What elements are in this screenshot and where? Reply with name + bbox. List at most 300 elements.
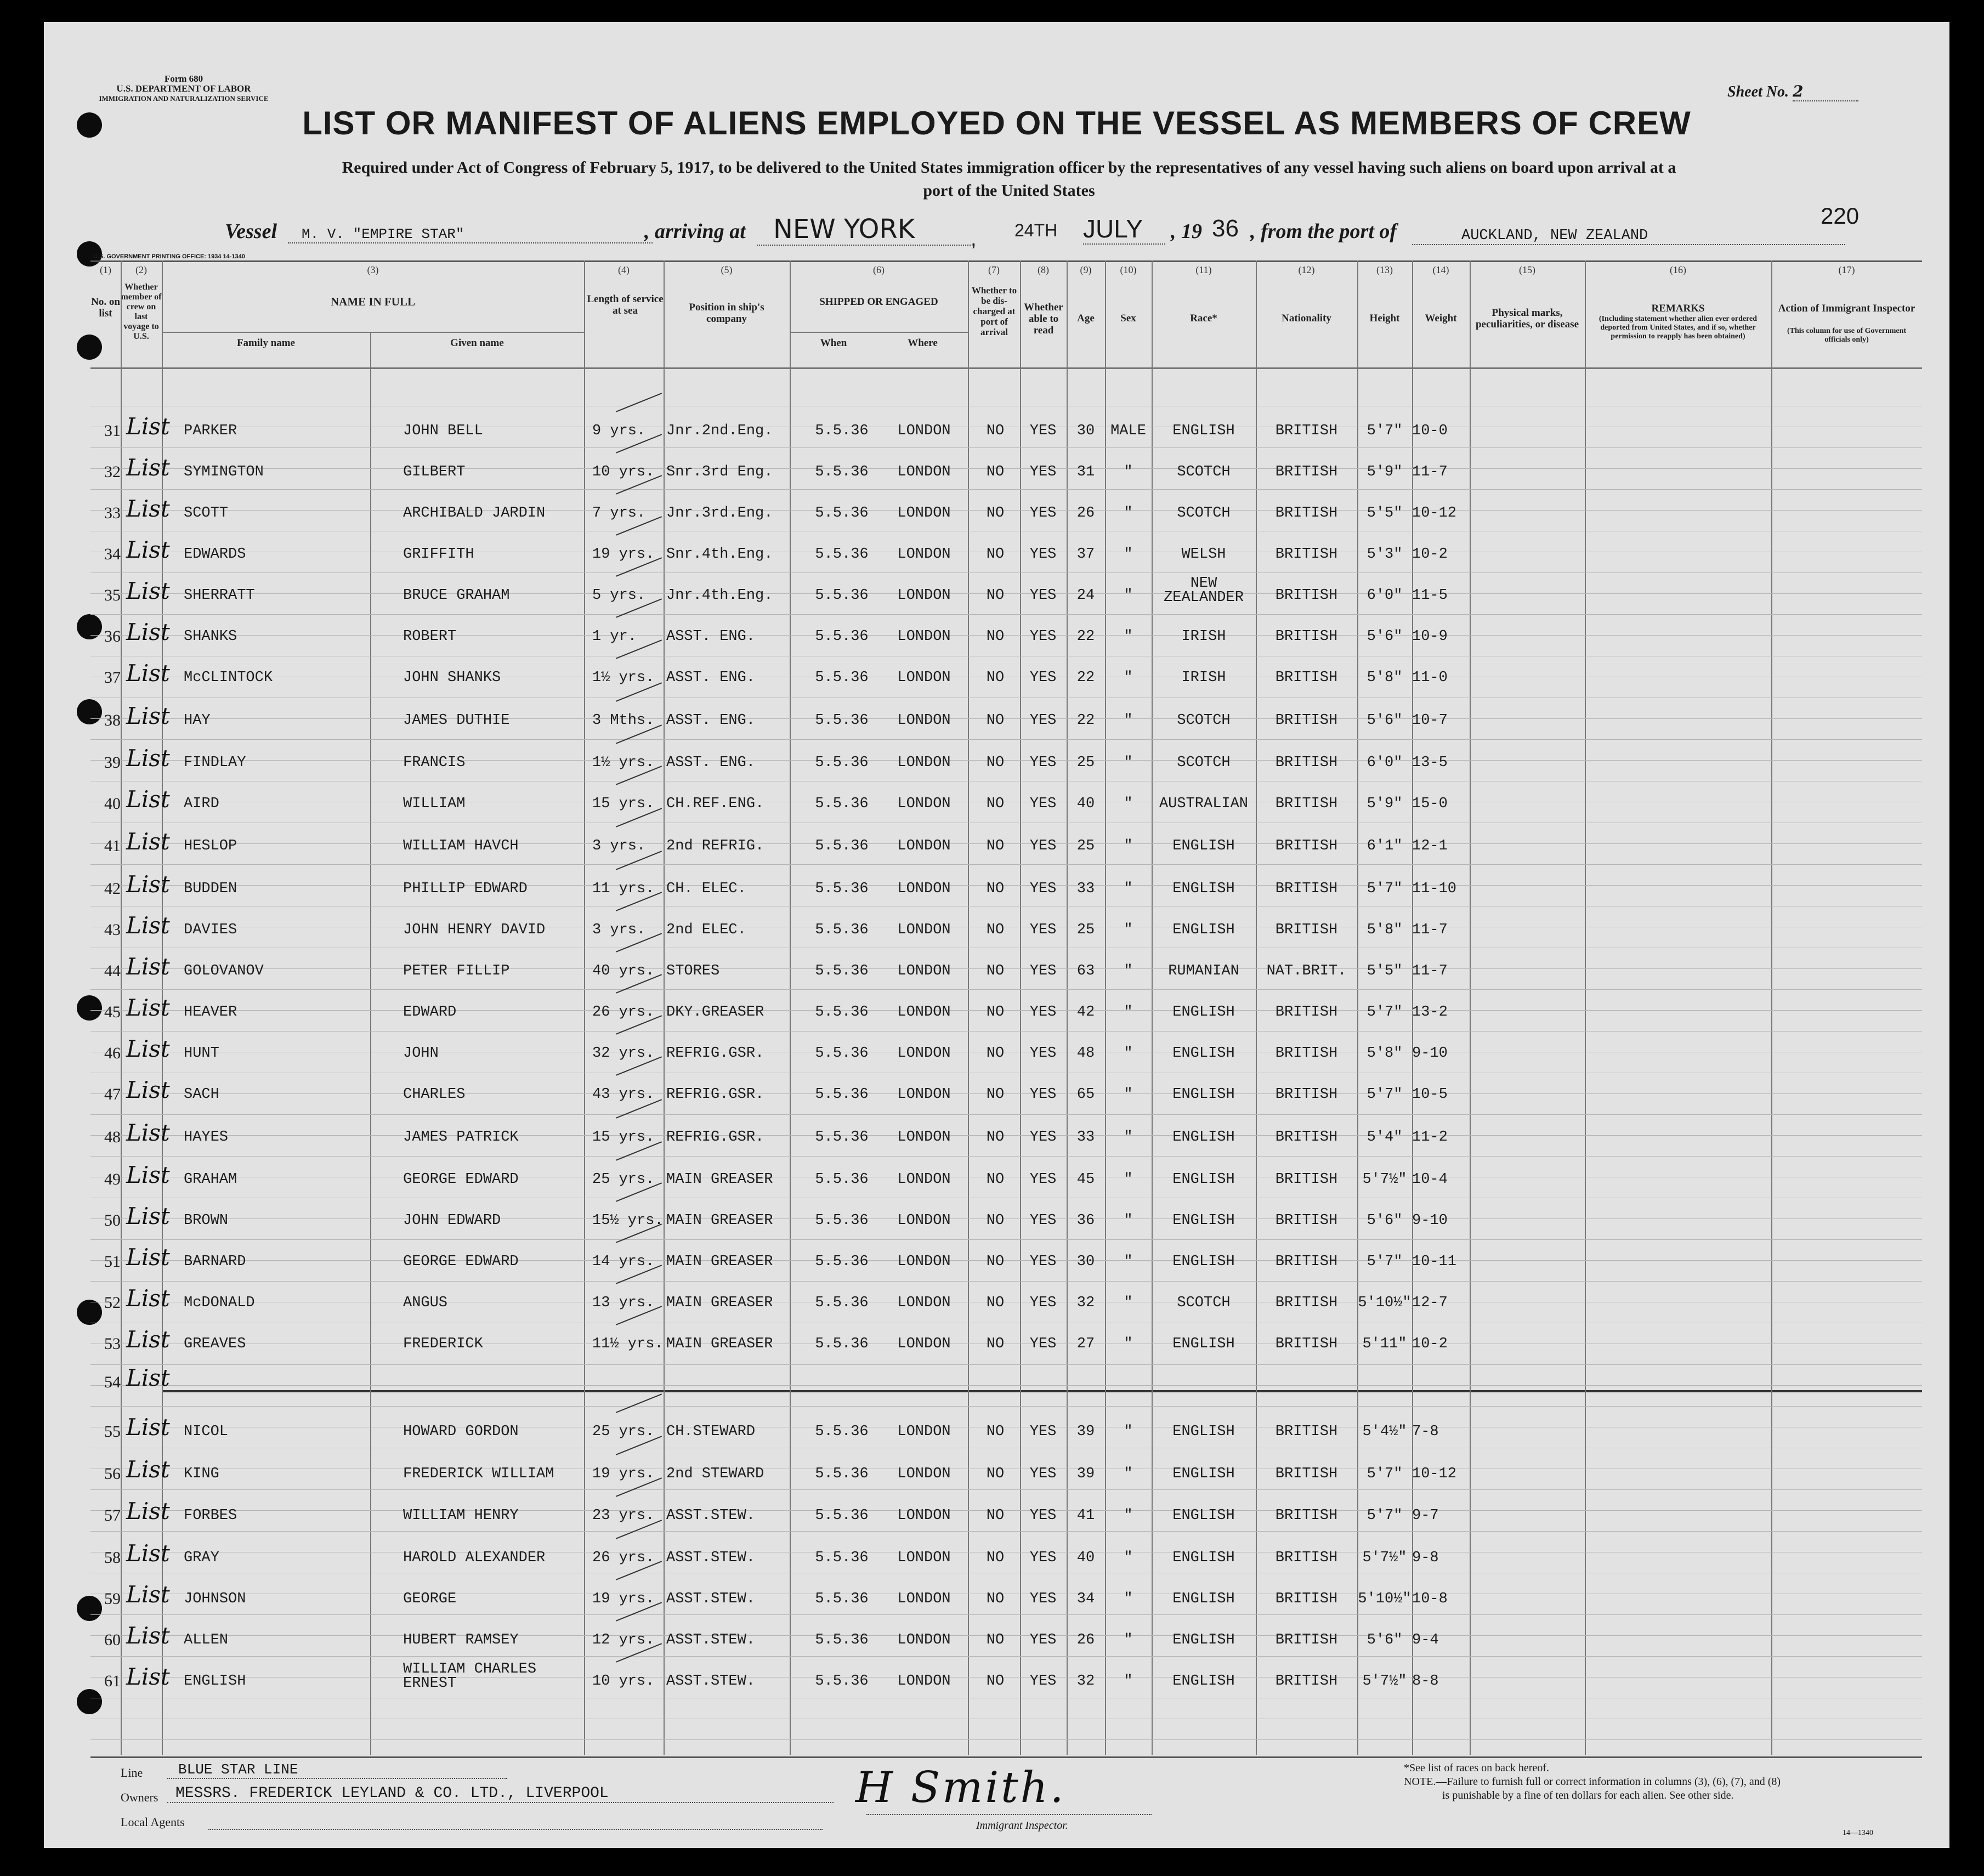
cell-disch: NO <box>986 1673 1005 1690</box>
cell-when: 5.5.36 <box>815 1673 869 1690</box>
cell-nat: BRITISH <box>1275 1086 1338 1103</box>
cell-read: YES <box>1029 922 1057 938</box>
cell-given: ROBERT <box>403 628 457 645</box>
header-remarks: REMARKS <box>1651 303 1705 314</box>
cell-weight: 11-0 <box>1412 670 1448 686</box>
cell-height: 5'6" <box>1367 1632 1403 1648</box>
cell-where: LONDON <box>897 1212 951 1229</box>
subtitle-line-2: port of the United States <box>923 182 1095 200</box>
cell-when: 5.5.36 <box>815 963 869 979</box>
cell-height: 5'6" <box>1367 628 1403 645</box>
cell-given: CHARLES <box>403 1086 466 1103</box>
cell-when: 5.5.36 <box>815 712 869 729</box>
cell-weight: 10-12 <box>1412 505 1457 522</box>
cell-no: 33 <box>104 504 121 522</box>
cell-sex: " <box>1124 1086 1133 1103</box>
cell-sex: " <box>1124 1550 1133 1566</box>
cell-no: 38 <box>104 711 121 729</box>
cell-given: FREDERICK WILLIAM <box>403 1466 554 1482</box>
cell-family: BARNARD <box>184 1254 246 1270</box>
list-check-mark: List <box>126 1285 170 1312</box>
cell-service: 25 yrs. <box>592 1424 655 1440</box>
cell-no: 48 <box>104 1128 121 1146</box>
cell-nat: BRITISH <box>1275 546 1338 563</box>
cell-when: 5.5.36 <box>815 1171 869 1188</box>
cell-weight: 10-9 <box>1412 628 1448 645</box>
ruled-line <box>90 614 1922 615</box>
cell-height: 5'8" <box>1367 670 1403 686</box>
cell-given: ANGUS <box>403 1295 448 1311</box>
cell-sex: " <box>1124 628 1133 645</box>
cell-age: 63 <box>1076 963 1095 979</box>
vessel-name: M. V. "EMPIRE STAR" <box>288 226 653 243</box>
cell-position: REFRIG.GSR. <box>666 1086 764 1103</box>
cell-service: 10 yrs. <box>592 464 655 480</box>
cell-height: 5'7½" <box>1362 1550 1407 1566</box>
cell-age: 24 <box>1076 587 1095 604</box>
header-bottom-line <box>90 367 1922 369</box>
cell-no: 52 <box>104 1294 121 1312</box>
cell-family: ALLEN <box>184 1632 229 1648</box>
cell-where: LONDON <box>897 670 951 686</box>
cell-read: YES <box>1029 838 1057 854</box>
cell-when: 5.5.36 <box>815 1045 869 1062</box>
cell-no: 41 <box>104 837 121 855</box>
header-shipped-engaged: SHIPPED OR ENGAGED <box>819 296 938 308</box>
header-name-in-full: NAME IN FULL <box>330 295 415 308</box>
cell-sex: " <box>1124 1466 1133 1482</box>
cell-weight: 10-0 <box>1412 423 1448 439</box>
cell-age: 25 <box>1076 755 1095 771</box>
ruled-line <box>90 1656 1922 1657</box>
cell-when: 5.5.36 <box>815 1295 869 1311</box>
colnum-2: (2) <box>135 264 147 275</box>
cell-height: 5'4½" <box>1362 1424 1407 1440</box>
inspector-signature: H Smith. <box>855 1763 1066 1812</box>
cell-read: YES <box>1029 1466 1057 1482</box>
list-check-mark: List <box>126 1203 170 1229</box>
cell-disch: NO <box>986 1507 1005 1524</box>
cell-weight: 12-1 <box>1412 838 1448 854</box>
colnum-12: (12) <box>1298 264 1315 275</box>
ruled-line <box>90 1739 1922 1740</box>
cell-family: HESLOP <box>184 838 237 854</box>
cell-read: YES <box>1029 1424 1057 1440</box>
cell-read: YES <box>1029 1336 1057 1352</box>
cell-position: ASST. ENG. <box>666 628 756 645</box>
cell-nat: BRITISH <box>1275 1254 1338 1270</box>
service-name: IMMIGRATION AND NATURALIZATION SERVICE <box>99 94 269 103</box>
cell-age: 25 <box>1076 922 1095 938</box>
cell-disch: NO <box>986 628 1005 645</box>
header-whether-member: Whether member of crew on last voyage to U.S. <box>121 282 162 341</box>
cell-read: YES <box>1029 1254 1057 1270</box>
cell-sex: " <box>1124 922 1133 938</box>
colnum-17: (17) <box>1838 264 1855 275</box>
cell-weight: 10-12 <box>1412 1466 1457 1482</box>
cell-given: WILLIAM HAVCH <box>403 838 519 854</box>
cell-nat: BRITISH <box>1275 423 1338 439</box>
cell-position: CH.STEWARD <box>666 1424 756 1440</box>
colnum-8: (8) <box>1038 264 1049 275</box>
cell-age: 22 <box>1076 712 1095 729</box>
cell-weight: 9-10 <box>1412 1212 1448 1229</box>
cell-sex: " <box>1124 1004 1133 1021</box>
cell-where: LONDON <box>897 505 951 522</box>
cell-nat: BRITISH <box>1275 1004 1338 1021</box>
cell-race: ENGLISH <box>1172 922 1235 938</box>
cell-disch: NO <box>986 1295 1005 1311</box>
cell-service: 13 yrs. <box>592 1295 655 1311</box>
list-check-mark: List <box>126 994 170 1021</box>
cell-sex: " <box>1124 881 1133 897</box>
cell-disch: NO <box>986 1045 1005 1062</box>
cell-service: 11½ yrs. <box>592 1336 664 1352</box>
cell-where: LONDON <box>897 1466 951 1482</box>
cell-height: 5'7" <box>1367 1507 1403 1524</box>
cell-race: ENGLISH <box>1172 1632 1235 1648</box>
cell-given: HAROLD ALEXANDER <box>403 1550 546 1566</box>
ruled-line <box>90 489 1922 490</box>
cell-when: 5.5.36 <box>815 505 869 522</box>
cell-where: LONDON <box>897 881 951 897</box>
cell-disch: NO <box>986 712 1005 729</box>
cell-weight: 10-2 <box>1412 1336 1448 1352</box>
cell-service: 7 yrs. <box>592 505 646 522</box>
cell-no: 49 <box>104 1170 121 1188</box>
cell-where: LONDON <box>897 1632 951 1648</box>
cell-position: ASST. ENG. <box>666 755 756 771</box>
list-check-mark: List <box>126 577 170 604</box>
cell-age: 33 <box>1076 881 1095 897</box>
cell-service: 1½ yrs. <box>592 755 655 771</box>
cell-position: CH. ELEC. <box>666 881 746 897</box>
cell-family: SYMINGTON <box>184 464 264 480</box>
ruled-line <box>90 1406 1922 1407</box>
cell-family: GRAY <box>184 1550 219 1566</box>
header-height: Height <box>1369 313 1400 324</box>
colnum-9: (9) <box>1080 264 1092 275</box>
cell-nat: BRITISH <box>1275 1424 1338 1440</box>
cell-where: LONDON <box>897 423 951 439</box>
cell-no: 60 <box>104 1631 121 1649</box>
cell-height: 5'7" <box>1367 1466 1403 1482</box>
cell-when: 5.5.36 <box>815 1086 869 1103</box>
cell-weight: 10-8 <box>1412 1591 1448 1607</box>
owners-label: Owners <box>121 1790 158 1804</box>
cell-position: ASST.STEW. <box>666 1673 756 1690</box>
header-where: Where <box>908 337 938 349</box>
cell-when: 5.5.36 <box>815 1466 869 1482</box>
cell-weight: 9-7 <box>1412 1507 1439 1524</box>
cell-family: SCOTT <box>184 505 229 522</box>
cell-nat: BRITISH <box>1275 881 1338 897</box>
cell-family: KING <box>184 1466 219 1482</box>
cell-read: YES <box>1029 1507 1057 1524</box>
cell-no: 36 <box>104 627 121 645</box>
cell-family: HAYES <box>184 1129 229 1146</box>
cell-nat: BRITISH <box>1275 587 1338 604</box>
cell-weight: 11-5 <box>1412 587 1448 604</box>
colnum-14: (14) <box>1432 264 1449 275</box>
ruled-line <box>90 1114 1922 1115</box>
cell-when: 5.5.36 <box>815 1336 869 1352</box>
cell-nat: BRITISH <box>1275 670 1338 686</box>
cell-sex: " <box>1124 838 1133 854</box>
cell-sex: " <box>1124 546 1133 563</box>
cell-service: 26 yrs. <box>592 1550 655 1566</box>
colnum-11: (11) <box>1195 264 1212 275</box>
cell-race: ENGLISH <box>1172 1045 1235 1062</box>
cell-weight: 10-5 <box>1412 1086 1448 1103</box>
cell-height: 5'9" <box>1367 796 1403 812</box>
cell-no: 61 <box>104 1672 121 1690</box>
cell-service: 1 yr. <box>592 628 637 645</box>
header-physical-marks: Physical marks, peculiarities, or disease <box>1475 307 1579 330</box>
year-prefix: , 19 <box>1171 220 1202 243</box>
cell-weight: 15-0 <box>1412 796 1448 812</box>
cell-disch: NO <box>986 423 1005 439</box>
colnum-3: (3) <box>367 264 379 275</box>
cell-where: LONDON <box>897 1045 951 1062</box>
cell-age: 42 <box>1076 1004 1095 1021</box>
stamp-number: 220 <box>1821 203 1860 229</box>
cell-race: ENGLISH <box>1172 1086 1235 1103</box>
cell-read: YES <box>1029 1673 1057 1690</box>
cell-height: 5'5" <box>1367 963 1403 979</box>
cell-race: IRISH <box>1181 670 1226 686</box>
line-label: Line <box>121 1766 143 1779</box>
cell-service: 14 yrs. <box>592 1254 655 1270</box>
cell-read: YES <box>1029 505 1057 522</box>
cell-where: LONDON <box>897 838 951 854</box>
cell-position: Snr.4th.Eng. <box>666 546 773 563</box>
cell-family: NICOL <box>184 1424 229 1440</box>
ruled-line <box>90 1239 1922 1240</box>
cell-race: ENGLISH <box>1172 1550 1235 1566</box>
cell-race: SCOTCH <box>1177 1295 1231 1311</box>
list-check-mark: List <box>126 912 170 939</box>
cell-age: 37 <box>1076 546 1095 563</box>
cell-disch: NO <box>986 1004 1005 1021</box>
cell-no: 47 <box>104 1085 121 1103</box>
cell-given: GEORGE EDWARD <box>403 1254 519 1270</box>
cell-read: YES <box>1029 1295 1057 1311</box>
cell-given: FRANCIS <box>403 755 466 771</box>
cell-nat: BRITISH <box>1275 838 1338 854</box>
cell-family: ENGLISH <box>184 1673 246 1690</box>
cell-position: Jnr.2nd.Eng. <box>666 423 773 439</box>
list-check-mark: List <box>126 828 170 855</box>
header-weight: Weight <box>1425 313 1457 324</box>
note-penalty-2: is punishable by a fine of ten dollars for each alien. See other side. <box>1442 1789 1734 1801</box>
cell-where: LONDON <box>897 1424 951 1440</box>
cell-when: 5.5.36 <box>815 1591 869 1607</box>
ruled-line <box>90 1156 1922 1157</box>
cell-service: 19 yrs. <box>592 1466 655 1482</box>
cell-disch: NO <box>986 1129 1005 1146</box>
cell-no: 46 <box>104 1044 121 1062</box>
cell-service: 19 yrs. <box>592 546 655 563</box>
cell-position: ASST.STEW. <box>666 1507 756 1524</box>
cell-family: GRAHAM <box>184 1171 237 1188</box>
cell-height: 5'7" <box>1367 1086 1403 1103</box>
header-nationality: Nationality <box>1282 313 1331 324</box>
cell-race: IRISH <box>1181 628 1226 645</box>
cell-nat: BRITISH <box>1275 922 1338 938</box>
list-check-mark: List <box>126 1498 170 1524</box>
cell-read: YES <box>1029 464 1057 480</box>
cell-age: 48 <box>1076 1045 1095 1062</box>
cell-where: LONDON <box>897 1129 951 1146</box>
subtitle-line-1: Required under Act of Congress of February 5, 1917, to be delivered to the United States immigration officer by the representatives of any vessel having such aliens on board upon arrival at a <box>342 158 1676 177</box>
list-check-mark: List <box>126 953 170 980</box>
printer-note: U.S. GOVERNMENT PRINTING OFFICE: 1934 14-1340 <box>93 253 245 260</box>
cell-nat: BRITISH <box>1275 1466 1338 1482</box>
cell-age: 40 <box>1076 796 1095 812</box>
cell-sex: " <box>1124 796 1133 812</box>
cell-position: Snr.3rd Eng. <box>666 464 773 480</box>
departure-port: AUCKLAND, NEW ZEALAND <box>1412 228 1845 245</box>
cell-family: McCLINTOCK <box>184 670 273 686</box>
colnum-13: (13) <box>1376 264 1393 275</box>
cell-sex: " <box>1124 1129 1133 1146</box>
cell-family: HAY <box>184 712 211 729</box>
manifest-sheet <box>44 22 1949 1848</box>
cell-position: MAIN GREASER <box>666 1212 773 1229</box>
cell-position: ASST.STEW. <box>666 1632 756 1648</box>
list-check-mark: List <box>126 745 170 772</box>
list-check-mark: List <box>126 619 170 645</box>
cell-where: LONDON <box>897 546 951 563</box>
cell-no: 37 <box>104 668 121 687</box>
cell-nat: BRITISH <box>1275 1129 1338 1146</box>
cell-family: AIRD <box>184 796 219 812</box>
cell-where: LONDON <box>897 1295 951 1311</box>
ruled-line <box>90 1614 1922 1615</box>
cell-age: 65 <box>1076 1086 1095 1103</box>
cell-service: 32 yrs. <box>592 1045 655 1062</box>
cell-no: 35 <box>104 586 121 604</box>
colnum-1: (1) <box>100 264 111 275</box>
cell-read: YES <box>1029 1212 1057 1229</box>
cell-where: LONDON <box>897 922 951 938</box>
cell-age: 22 <box>1076 670 1095 686</box>
cell-given: GEORGE <box>403 1591 457 1607</box>
cell-sex: " <box>1124 1424 1133 1440</box>
cell-given: JOHN BELL <box>403 423 483 439</box>
ruled-line <box>90 447 1922 448</box>
cell-service: 3 yrs. <box>592 838 646 854</box>
sheet-value: 2 <box>1793 82 1858 101</box>
cell-where: LONDON <box>897 755 951 771</box>
cell-no: 56 <box>104 1465 121 1483</box>
cell-height: 5'7" <box>1367 1254 1403 1270</box>
cell-weight: 9-4 <box>1412 1632 1439 1648</box>
note-races: *See list of races on back hereof. <box>1404 1762 1549 1774</box>
cell-where: LONDON <box>897 628 951 645</box>
cell-sex: " <box>1124 1254 1133 1270</box>
colnum-6: (6) <box>873 264 885 275</box>
cell-weight: 8-8 <box>1412 1673 1439 1690</box>
cell-service: 23 yrs. <box>592 1507 655 1524</box>
cell-when: 5.5.36 <box>815 670 869 686</box>
list-check-mark: List <box>126 1326 170 1353</box>
cell-height: 5'8" <box>1367 1045 1403 1062</box>
cell-service: 25 yrs. <box>592 1171 655 1188</box>
cell-where: LONDON <box>897 1086 951 1103</box>
cell-sex: " <box>1124 464 1133 480</box>
cell-height: 5'7" <box>1367 1004 1403 1021</box>
inspector-label: Immigrant Inspector. <box>976 1820 1068 1832</box>
cell-age: 39 <box>1076 1424 1095 1440</box>
arrival-year: 36 <box>1212 215 1239 242</box>
cell-disch: NO <box>986 546 1005 563</box>
cell-race: WELSH <box>1181 546 1226 563</box>
cell-service: 15½ yrs. <box>592 1212 664 1229</box>
cell-sex: " <box>1124 505 1133 522</box>
cell-age: 32 <box>1076 1295 1095 1311</box>
cell-disch: NO <box>986 838 1005 854</box>
cell-family: SACH <box>184 1086 219 1103</box>
cell-age: 31 <box>1076 464 1095 480</box>
form-number: Form 680 <box>164 73 203 84</box>
cell-where: LONDON <box>897 464 951 480</box>
cell-sex: " <box>1124 670 1133 686</box>
cell-age: 30 <box>1076 1254 1095 1270</box>
cell-given: PETER FILLIP <box>403 963 510 979</box>
header-action: Action of Immigrant Inspector <box>1778 303 1915 314</box>
cell-where: LONDON <box>897 1336 951 1352</box>
cell-height: 5'11" <box>1362 1336 1407 1352</box>
cell-service: 11 yrs. <box>592 881 655 897</box>
arrival-month: JULY <box>1083 214 1165 245</box>
subtitle <box>132 156 1886 202</box>
cell-read: YES <box>1029 1171 1057 1188</box>
cell-weight: 13-2 <box>1412 1004 1448 1021</box>
cell-family: FINDLAY <box>184 755 246 771</box>
form-code: 14—1340 <box>1843 1829 1873 1837</box>
cell-race: SCOTCH <box>1177 755 1231 771</box>
cell-weight: 9-10 <box>1412 1045 1448 1062</box>
cell-nat: BRITISH <box>1275 628 1338 645</box>
cell-service: 26 yrs. <box>592 1004 655 1021</box>
cell-service: 3 yrs. <box>592 922 646 938</box>
cell-position: 2nd STEWARD <box>666 1466 764 1482</box>
cell-height: 6'1" <box>1367 838 1403 854</box>
colnum-16: (16) <box>1670 264 1686 275</box>
cell-no: 43 <box>104 921 121 939</box>
cell-given: JAMES PATRICK <box>403 1129 519 1146</box>
arrival-day: 24TH <box>1014 220 1058 240</box>
cell-race: ENGLISH <box>1172 1004 1235 1021</box>
cell-height: 5'6" <box>1367 1212 1403 1229</box>
cell-height: 6'0" <box>1367 587 1403 604</box>
cell-read: YES <box>1029 670 1057 686</box>
cell-race: SCOTCH <box>1177 712 1231 729</box>
cell-disch: NO <box>986 1591 1005 1607</box>
form-header <box>96 74 271 104</box>
cell-disch: NO <box>986 1171 1005 1188</box>
cell-race: SCOTCH <box>1177 464 1231 480</box>
cell-family: BUDDEN <box>184 881 237 897</box>
cell-read: YES <box>1029 423 1057 439</box>
cell-no: 31 <box>104 422 121 440</box>
cell-sex: " <box>1124 1295 1133 1311</box>
cell-no: 51 <box>104 1252 121 1271</box>
cell-nat: BRITISH <box>1275 796 1338 812</box>
cell-race: ENGLISH <box>1172 1254 1235 1270</box>
